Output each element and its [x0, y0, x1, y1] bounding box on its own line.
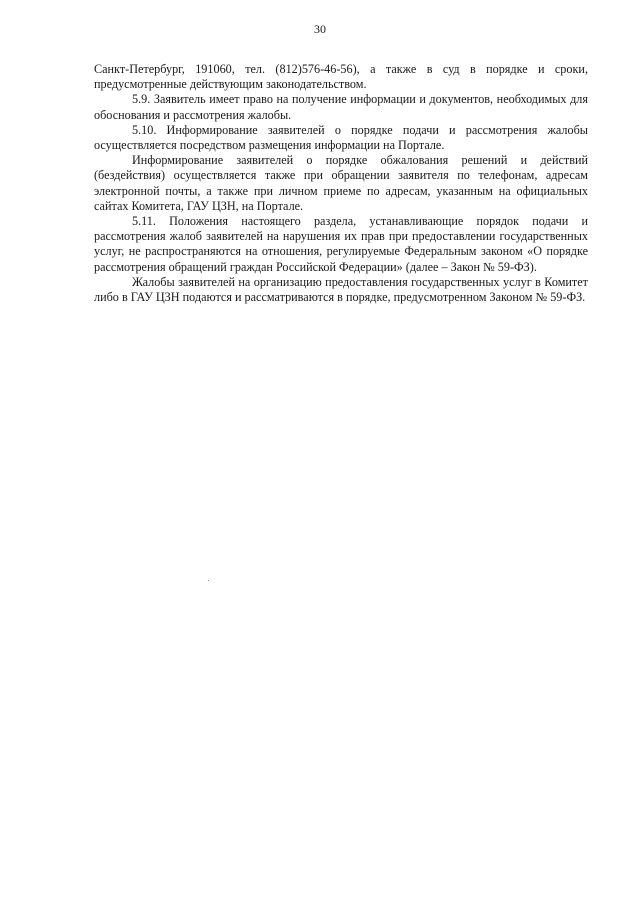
paragraph-continuation: Санкт-Петербург, 191060, тел. (812)576-46-56), а также в суд в порядке и сроки, предусмотренные действующим законодательством. [94, 62, 588, 92]
scan-speck [208, 580, 209, 581]
paragraph-informing: Информирование заявителей о порядке обжалования решений и действий (бездействия) осуществляется также при обращении заявителя по телефонам, адресам электронной почты, а также при личном приеме по адресам, указанным на официальных сайтах Комитета, ГАУ ЦЗН, на Портале. [94, 153, 588, 213]
page-number: 30 [314, 22, 326, 36]
document-body [94, 62, 588, 305]
paragraph-5-11: 5.11. Положения настоящего раздела, устанавливающие порядок подачи и рассмотрения жалоб заявителей на нарушения их прав при предоставлении государственных услуг, не распространяются на отношения, регулируемые Федеральным законом «О порядке рассмотрения обращений граждан Российской Федерации» (далее – Закон № 59-ФЗ). [94, 214, 588, 274]
paragraph-5-9: 5.9. Заявитель имеет право на получение информации и документов, необходимых для обоснования и рассмотрения жалобы. [94, 92, 588, 122]
paragraph-5-10: 5.10. Информирование заявителей о порядке подачи и рассмотрения жалобы осуществляется посредством размещения информации на Портале. [94, 122, 588, 153]
paragraph-complaints: Жалобы заявителей на организацию предоставления государственных услуг в Комитет либо в ГАУ ЦЗН подаются и рассматриваются в порядке, предусмотренном Законом № 59-ФЗ. [94, 274, 588, 305]
